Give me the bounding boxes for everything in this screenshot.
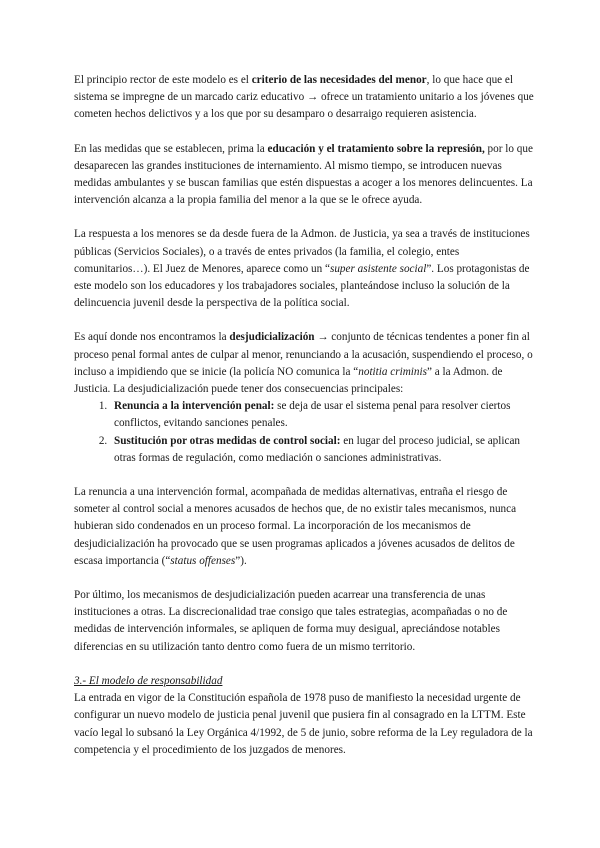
list-item-bold: Renuncia a la intervención penal: [114,400,275,413]
paragraph-respuesta: La respuesta a los menores se da desde fuera de la Admon. de Justicia, ya sea a través de instituciones públicas (Servicios Sociales), o a través de entes privados (la familia, el colegio, entes comunitarios…). El Juez de Menores, aparece como un “super asistente social”. Los protagonistas de este modelo son los educadores y los trabajadores sociales, planteándose incluso la solución de la delincuencia juvenil desde la perspectiva de la política social. [74,228,530,310]
paragraph-por-ultimo: Por último, los mecanismos de desjudicialización pueden acarrear una transferencia de unas instituciones a otras. La discrecionalidad trae consigo que tales estrategias, acompañadas o no de medidas de intervención informales, se apliquen de forma muy desigual, apreciándose notables diferencias en su utilización tanto dentro como fuera de un mismo territorio. [74,589,508,653]
paragraph-renuncia: La renuncia a una intervención formal, acompañada de medidas alternativas, entraña el riesgo de someter al control social a menores acusados de hechos que, de no existir tales mecanismos, nunca hubieran sido condenados en un proceso formal. La incorporación de los mecanismos de desjudicialización ha provocado que se usen programas aplicados a jóvenes acusados de delitos de escasa importancia (“status offenses”). [74,486,517,567]
bold-desjudicializacion: desjudicialización [229,331,315,344]
list-item: 1. Renuncia a la intervención penal: se deja de usar el sistema penal para resolver ciertos conflictos, evitando sanciones penales. [110,398,534,432]
list-item-bold: Sustitución por otras medidas de control social: [114,434,341,447]
paragraph-medidas: En las medidas que se establecen, prima la educación y el tratamiento sobre la represión, por lo que desaparecen las grandes instituciones de internamiento. Al mismo tiempo, se introducen nuevas medidas ambulantes y se buscan familias que estén dispuestas a acoger a los menores delincuentes. La intervención alcanza a la propia familia del menor a la que se le ofrece ayuda. [74,142,533,207]
paragraph-constitucion: La entrada en vigor de la Constitución española de 1978 puso de manifiesto la necesidad urgente de configurar un nuevo modelo de justicia penal juvenil que pusiera fin al consagrado en la LTTM. Este vacío legal lo subsanó la Ley Orgánica 4/1992, de 5 de junio, sobre reforma de la Ley reguladora de la competencia y el procedimiento de los juzgados de menores. [74,692,533,756]
italic-status-offenses: status offenses [170,554,236,567]
consequences-list [74,398,534,467]
italic-super-asistente: super asistente social [329,262,427,275]
bold-educacion: educación y el tratamiento sobre la represión, [267,142,485,155]
paragraph-principio-rector: El principio rector de este modelo es el criterio de las necesidades del menor, lo que hace que el sistema se impregne de un marcado cariz educativo → ofrece un tratamiento unitario a los jóvenes que cometen hechos delictivos y a los que por su desamparo o desarraigo requieren asistencia. [74,74,534,121]
bold-criterio: criterio de las necesidades del menor [251,74,427,86]
document-page [74,72,534,776]
section-heading: 3.- El modelo de responsabilidad [74,674,223,687]
list-item: 2. Sustitución por otras medidas de control social: en lugar del proceso judicial, se aplican otras formas de regulación, como mediación o sanciones administrativas. [110,433,534,467]
italic-notitia-criminis: notitia criminis [358,365,427,378]
paragraph-desjudicializacion: Es aquí donde nos encontramos la desjudicialización → conjunto de técnicas tendentes a poner fin al proceso penal formal antes de culpar al menor, renunciando a la acusación, suspendiendo el proceso, o incluso a impidiendo que se inicie (la policía NO comunica la “notitia criminis” a la Admon. de Justicia. La desjudicialización puede tener dos consecuencias principales: [74,331,533,396]
